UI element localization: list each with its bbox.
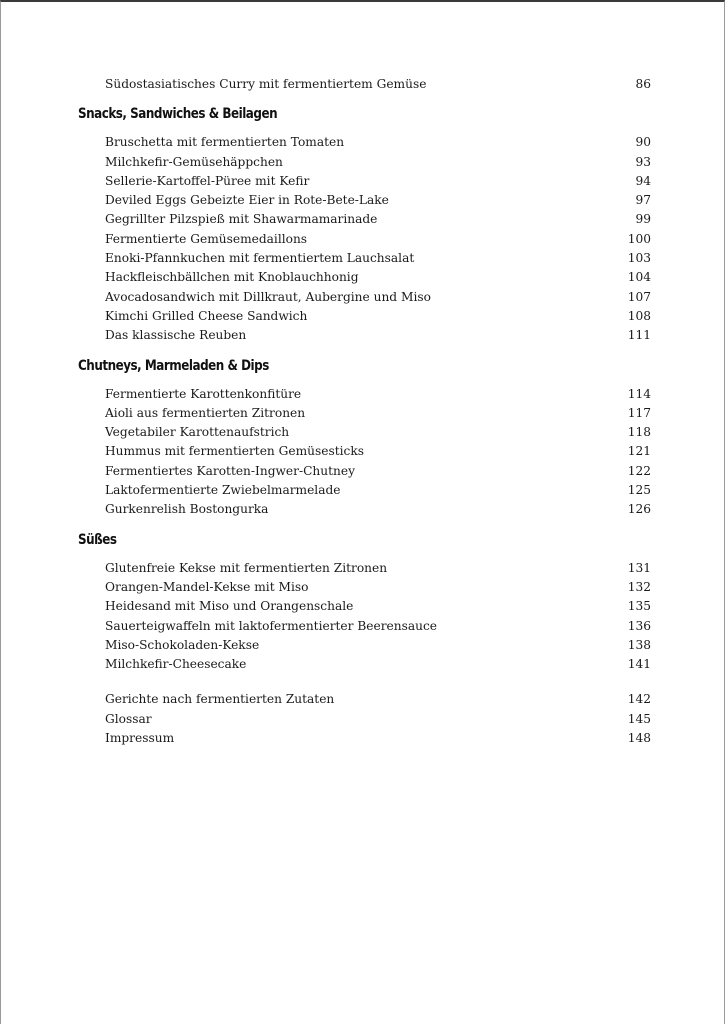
toc-entry bbox=[78, 249, 651, 268]
toc-entry bbox=[78, 423, 651, 442]
toc-entry bbox=[78, 210, 651, 229]
entry-page-number: 145 bbox=[627, 711, 651, 726]
toc-entry bbox=[78, 230, 651, 249]
entry-title: Deviled Eggs Gebeizte Eier in Rote-Bete-Lake bbox=[105, 193, 389, 208]
entry-page-number: 132 bbox=[627, 579, 651, 594]
toc-entry bbox=[78, 326, 651, 345]
toc-entry bbox=[78, 153, 651, 172]
toc-entry bbox=[78, 133, 651, 152]
toc-entry bbox=[78, 690, 651, 709]
toc-entry bbox=[78, 578, 651, 597]
entry-page-number: 93 bbox=[635, 154, 651, 169]
entry-page-number: 135 bbox=[627, 599, 651, 614]
toc-entry bbox=[78, 481, 651, 500]
entry-title: Das klassische Reuben bbox=[105, 328, 247, 343]
entry-page-number: 138 bbox=[627, 637, 651, 652]
entry-page-number: 117 bbox=[627, 405, 651, 420]
entry-page-number: 100 bbox=[627, 231, 651, 246]
entry-page-number: 126 bbox=[627, 502, 651, 517]
section-spacer bbox=[78, 674, 651, 690]
toc-entry bbox=[78, 75, 651, 94]
toc-entry bbox=[78, 636, 651, 655]
entry-title: Hummus mit fermentierten Gemüsesticks bbox=[105, 444, 364, 459]
entry-page-number: 141 bbox=[627, 657, 651, 672]
entry-title: Gegrillter Pilzspieß mit Shawarmamarinade bbox=[105, 212, 378, 227]
toc-entry bbox=[78, 729, 651, 748]
entry-page-number: 136 bbox=[627, 618, 651, 633]
toc-entry bbox=[78, 442, 651, 461]
entry-title: Enoki-Pfannkuchen mit fermentiertem Lauchsalat bbox=[105, 251, 415, 266]
toc-entry bbox=[78, 655, 651, 674]
entry-title: Avocadosandwich mit Dillkraut, Aubergine und Miso bbox=[105, 289, 431, 304]
entry-page-number: 131 bbox=[627, 560, 651, 575]
entry-title: Südostasiatisches Curry mit fermentiertem Gemüse bbox=[105, 77, 427, 91]
toc-entry bbox=[78, 710, 651, 729]
entry-title: Gurkenrelish Bostongurka bbox=[105, 502, 269, 517]
entry-page-number: 104 bbox=[627, 270, 651, 285]
entry-title: Vegetabiler Karottenaufstrich bbox=[105, 425, 290, 440]
toc-entry bbox=[78, 172, 651, 191]
entry-title: Aioli aus fermentierten Zitronen bbox=[105, 405, 306, 420]
entry-page-number: 121 bbox=[627, 444, 651, 459]
entry-title: Hackfleischbällchen mit Knoblauchhonig bbox=[105, 270, 359, 285]
toc-entry bbox=[78, 597, 651, 616]
entry-title: Sellerie-Kartoffel-Püree mit Kefir bbox=[105, 173, 310, 188]
entry-title: Fermentierte Karottenkonfitüre bbox=[105, 386, 302, 401]
toc-entry bbox=[78, 385, 651, 404]
entry-title: Gerichte nach fermentierten Zutaten bbox=[105, 692, 335, 707]
entry-title: Glutenfreie Kekse mit fermentierten Zitronen bbox=[105, 560, 388, 575]
entry-title: Bruschetta mit fermentierten Tomaten bbox=[105, 135, 345, 150]
entry-page-number: 99 bbox=[635, 212, 651, 227]
entry-title: Fermentiertes Karotten-Ingwer-Chutney bbox=[105, 463, 355, 478]
entry-page-number: 86 bbox=[635, 77, 651, 91]
entry-page-number: 118 bbox=[627, 425, 651, 440]
entry-title: Sauerteigwaffeln mit laktofermentierter Beerensauce bbox=[105, 618, 438, 633]
table-of-contents bbox=[78, 75, 651, 748]
toc-entry bbox=[78, 268, 651, 287]
entry-page-number: 111 bbox=[627, 328, 651, 343]
entry-title: Heidesand mit Miso und Orangenschale bbox=[105, 599, 354, 614]
section-heading: Chutneys, Marmeladen & Dips bbox=[78, 356, 269, 374]
entry-page-number: 125 bbox=[627, 483, 651, 498]
toc-entry bbox=[78, 462, 651, 481]
entry-page-number: 122 bbox=[627, 463, 651, 478]
entry-title: Milchkefir-Cheesecake bbox=[105, 657, 247, 672]
entry-page-number: 114 bbox=[627, 386, 651, 401]
entry-page-number: 97 bbox=[635, 193, 651, 208]
entry-title: Orangen-Mandel-Kekse mit Miso bbox=[105, 579, 309, 594]
entry-page-number: 108 bbox=[627, 308, 651, 323]
toc-entry bbox=[78, 191, 651, 210]
entry-title: Fermentierte Gemüsemedaillons bbox=[105, 231, 308, 246]
entry-page-number: 142 bbox=[627, 692, 651, 707]
section-heading: Süßes bbox=[78, 530, 117, 548]
entry-title: Miso-Schokoladen-Kekse bbox=[105, 637, 260, 652]
toc-entry bbox=[78, 500, 651, 519]
section-heading: Snacks, Sandwiches & Beilagen bbox=[78, 105, 278, 123]
toc-entry bbox=[78, 404, 651, 423]
entry-title: Laktofermentierte Zwiebelmarmelade bbox=[105, 483, 341, 498]
toc-entry bbox=[78, 307, 651, 326]
toc-entry bbox=[78, 559, 651, 578]
entry-page-number: 94 bbox=[635, 173, 651, 188]
entry-title: Impressum bbox=[105, 731, 175, 746]
entry-page-number: 107 bbox=[627, 289, 651, 304]
entry-title: Milchkefir-Gemüsehäppchen bbox=[105, 154, 283, 169]
toc-entry bbox=[78, 288, 651, 307]
entry-page-number: 148 bbox=[627, 731, 651, 746]
entry-page-number: 103 bbox=[627, 251, 651, 266]
entry-title: Glossar bbox=[105, 711, 152, 726]
toc-entry bbox=[78, 617, 651, 636]
entry-page-number: 90 bbox=[635, 135, 651, 150]
entry-title: Kimchi Grilled Cheese Sandwich bbox=[105, 308, 308, 323]
